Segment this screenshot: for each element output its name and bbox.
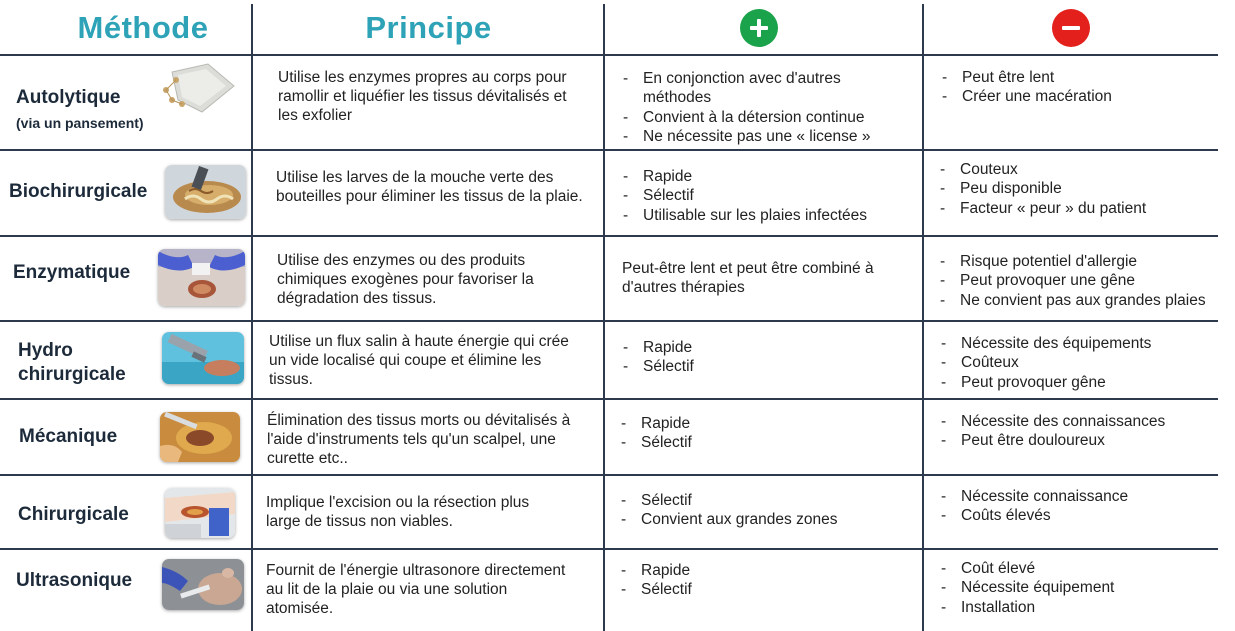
hydrosurgery-image: [162, 332, 244, 384]
enzyme-application-image: [158, 249, 245, 306]
table-row: [0, 322, 1235, 398]
method-cell: [0, 550, 252, 631]
cons-list: [941, 559, 1226, 617]
table-row: [0, 400, 1235, 474]
pros-list: [621, 491, 911, 530]
table-row: [0, 550, 1235, 631]
method-name: Mécanique: [19, 426, 118, 447]
table-row: [0, 476, 1235, 548]
pros-item: - Sélectif: [621, 433, 911, 452]
cons-item: - Nécessite des connaissances: [941, 412, 1226, 431]
minus-circle-icon: [1052, 9, 1090, 47]
cons-item: - Nécessite connaissance: [941, 487, 1226, 506]
table-row: [0, 237, 1235, 320]
cons-list: [940, 160, 1225, 218]
cons-list: [942, 68, 1227, 107]
header-cons: [924, 0, 1219, 56]
method-name: Enzymatique: [13, 262, 131, 283]
mechanical-debridement-image: [160, 412, 240, 462]
ultrasonic-image: [162, 559, 244, 610]
cons-item: - Coût élevé: [941, 559, 1226, 578]
pros-item: - Sélectif: [621, 491, 911, 510]
method-name: Chirurgicale: [18, 504, 129, 525]
cons-item: - Peut être lent: [942, 68, 1227, 87]
pros-text: Peut-être lent et peut être combiné à d'autres thérapies: [622, 260, 874, 296]
principle-text: Implique l'excision ou la résection plus large de tissus non viables.: [266, 494, 530, 530]
cons-item: - Peut provoquer gêne: [941, 373, 1226, 392]
cons-item: - Peu disponible: [940, 179, 1225, 198]
pros-list: [621, 561, 911, 600]
cons-list: [940, 252, 1232, 310]
method-name: Ultrasonique: [16, 570, 133, 591]
pros-item: - Ne nécessite pas une « license »: [623, 127, 913, 146]
cons-item: - Créer une macération: [942, 87, 1227, 106]
cons-item: - Coûteux: [941, 353, 1226, 372]
principle-text: Élimination des tissus morts ou dévitalisés à l'aide d'instruments tels qu'un scalpel, une curette etc..: [267, 412, 571, 467]
principle-text: Utilise les larves de la mouche verte des bouteilles pour éliminer les tissus de la plaie.: [276, 169, 583, 205]
pros-item: - Sélectif: [623, 186, 913, 205]
method-name: Hydro chirurgicale: [18, 340, 126, 385]
header-principle-label: Principe: [365, 10, 492, 45]
table-row: [0, 56, 1235, 149]
header-method: [0, 0, 252, 56]
surgical-image: [165, 488, 235, 538]
principle-text: Utilise des enzymes ou des produits chimiques exogènes pour favoriser la dégradation des tissus.: [277, 252, 534, 307]
cons-list: [941, 487, 1226, 526]
dressing-image: [158, 60, 236, 118]
larvae-image: [165, 165, 246, 219]
pros-list: [621, 414, 911, 453]
cons-item: - Nécessite équipement: [941, 578, 1226, 597]
method-cell: [0, 400, 252, 474]
principle-text: Utilise les enzymes propres au corps pour ramollir et liquéfier les tissus dévitalisés et les exfolier: [278, 69, 567, 124]
pros-item: - Rapide: [623, 338, 913, 357]
cons-list: [941, 412, 1226, 451]
method-cell: [0, 56, 252, 149]
cons-item: - Coûts élevés: [941, 506, 1226, 525]
cons-item: - Ne convient pas aux grandes plaies: [940, 291, 1232, 310]
header-method-label: Méthode: [77, 10, 209, 45]
method-subtitle: (via un pansement): [16, 115, 144, 131]
header-pros: [605, 0, 923, 56]
pros-list: [623, 69, 913, 146]
pros-item: - Sélectif: [623, 357, 913, 376]
principle-text: Fournit de l'énergie ultrasonore directement au lit de la plaie ou via une solution atomisée.: [266, 562, 566, 617]
principle-text: Utilise un flux salin à haute énergie qui crée un vide localisé qui coupe et élimine les tissus.: [269, 333, 569, 388]
pros-list: [623, 338, 913, 377]
method-cell: [0, 322, 252, 398]
cons-item: - Peut être douloureux: [941, 431, 1226, 450]
pros-item: - Rapide: [621, 414, 911, 433]
cons-item: - Risque potentiel d'allergie: [940, 252, 1232, 271]
cons-item: - Installation: [941, 598, 1226, 617]
pros-item: - Rapide: [621, 561, 911, 580]
cons-item: - Peut provoquer une gêne: [940, 271, 1232, 290]
pros-item: - Convient aux grandes zones: [621, 510, 911, 529]
plus-circle-icon: [740, 9, 778, 47]
pros-item: - Rapide: [623, 167, 913, 186]
cons-item: - Couteux: [940, 160, 1225, 179]
pros-item: - Sélectif: [621, 580, 911, 599]
cons-list: [941, 334, 1226, 392]
method-name: Biochirurgicale: [9, 181, 148, 202]
method-name: Autolytique: [16, 87, 121, 108]
pros-item: - En conjonction avec d'autres méthodes: [623, 69, 913, 108]
header-principle: [253, 0, 604, 56]
pros-list: [623, 167, 913, 225]
cons-item: - Nécessite des équipements: [941, 334, 1226, 353]
method-cell: [0, 151, 252, 235]
cons-item: - Facteur « peur » du patient: [940, 199, 1225, 218]
method-cell: [0, 476, 252, 548]
method-cell: [0, 237, 252, 320]
pros-item: - Convient à la détersion continue: [623, 108, 913, 127]
table-row: [0, 151, 1235, 235]
pros-item: - Utilisable sur les plaies infectées: [623, 206, 913, 225]
